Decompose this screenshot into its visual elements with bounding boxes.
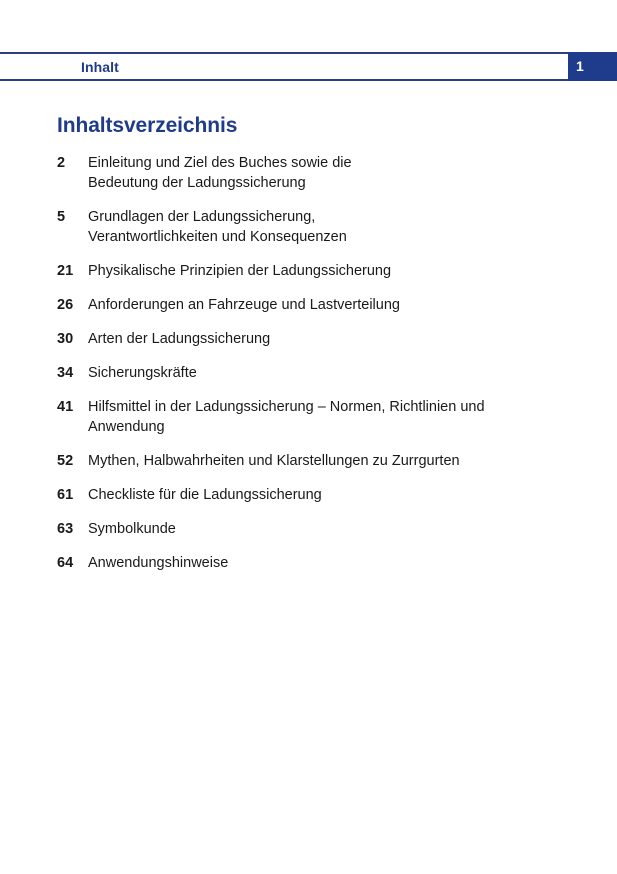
toc-list: [57, 153, 557, 587]
toc-entry-title: [88, 153, 557, 193]
toc-entry[interactable]: [57, 397, 557, 437]
toc-entry[interactable]: [57, 519, 557, 539]
toc-entry-line: Einleitung und Ziel des Buches sowie die: [88, 155, 352, 171]
header-rule-bottom: [0, 79, 568, 81]
toc-entry-line: Verantwortlichkeiten und Konsequenzen: [88, 229, 347, 245]
toc-entry-title: Checkliste für die Ladungssicherung: [88, 487, 322, 503]
toc-entry-line: Bedeutung der Ladungssicherung: [88, 175, 306, 191]
toc-entry[interactable]: [57, 261, 557, 281]
toc-entry-page: 2: [57, 155, 66, 171]
toc-entry[interactable]: [57, 153, 557, 193]
toc-entry-page: 63: [57, 521, 74, 537]
toc-entry-line: Grundlagen der Ladungssicherung,: [88, 209, 316, 225]
toc-entry[interactable]: [57, 363, 557, 383]
toc-entry-title: Physikalische Prinzipien der Ladungssicherung: [88, 263, 392, 279]
toc-entry-page: 21: [57, 263, 74, 279]
toc-entry-title: Anwendungshinweise: [88, 555, 229, 571]
toc-entry-page: 41: [57, 399, 74, 415]
toc-entry-page: 64: [57, 555, 74, 571]
header-rule-top: [0, 52, 568, 54]
toc-entry-page: 34: [57, 365, 74, 381]
toc-entry-title: [88, 207, 557, 247]
toc-entry-title: [88, 397, 557, 437]
toc-entry-title: Arten der Ladungssicherung: [88, 331, 271, 347]
toc-entry[interactable]: [57, 485, 557, 505]
toc-entry-line: Anwendung: [88, 419, 165, 435]
toc-entry-title: Anforderungen an Fahrzeuge und Lastverteilung: [88, 297, 400, 313]
toc-entry[interactable]: [57, 553, 557, 573]
toc-entry-title: Symbolkunde: [88, 521, 176, 537]
toc-entry-page: 5: [57, 209, 66, 225]
toc-title: Inhaltsverzeichnis: [57, 114, 238, 137]
toc-entry-page: 52: [57, 453, 74, 469]
toc-entry-page: 30: [57, 331, 74, 347]
toc-entry[interactable]: [57, 451, 557, 471]
toc-entry-title: Sicherungskräfte: [88, 365, 197, 381]
section-label: Inhalt: [81, 59, 119, 75]
page-number-box: [568, 52, 617, 81]
toc-entry[interactable]: [57, 295, 557, 315]
toc-entry[interactable]: [57, 329, 557, 349]
toc-entry-page: 26: [57, 297, 74, 313]
page-header: [0, 52, 617, 81]
toc-entry-line: Hilfsmittel in der Ladungssicherung – Normen, Richtlinien und: [88, 399, 485, 415]
page-number: 1: [576, 58, 584, 74]
toc-entry[interactable]: [57, 207, 557, 247]
toc-entry-title: Mythen, Halbwahrheiten und Klarstellungen zu Zurrgurten: [88, 453, 460, 469]
toc-entry-page: 61: [57, 487, 74, 503]
